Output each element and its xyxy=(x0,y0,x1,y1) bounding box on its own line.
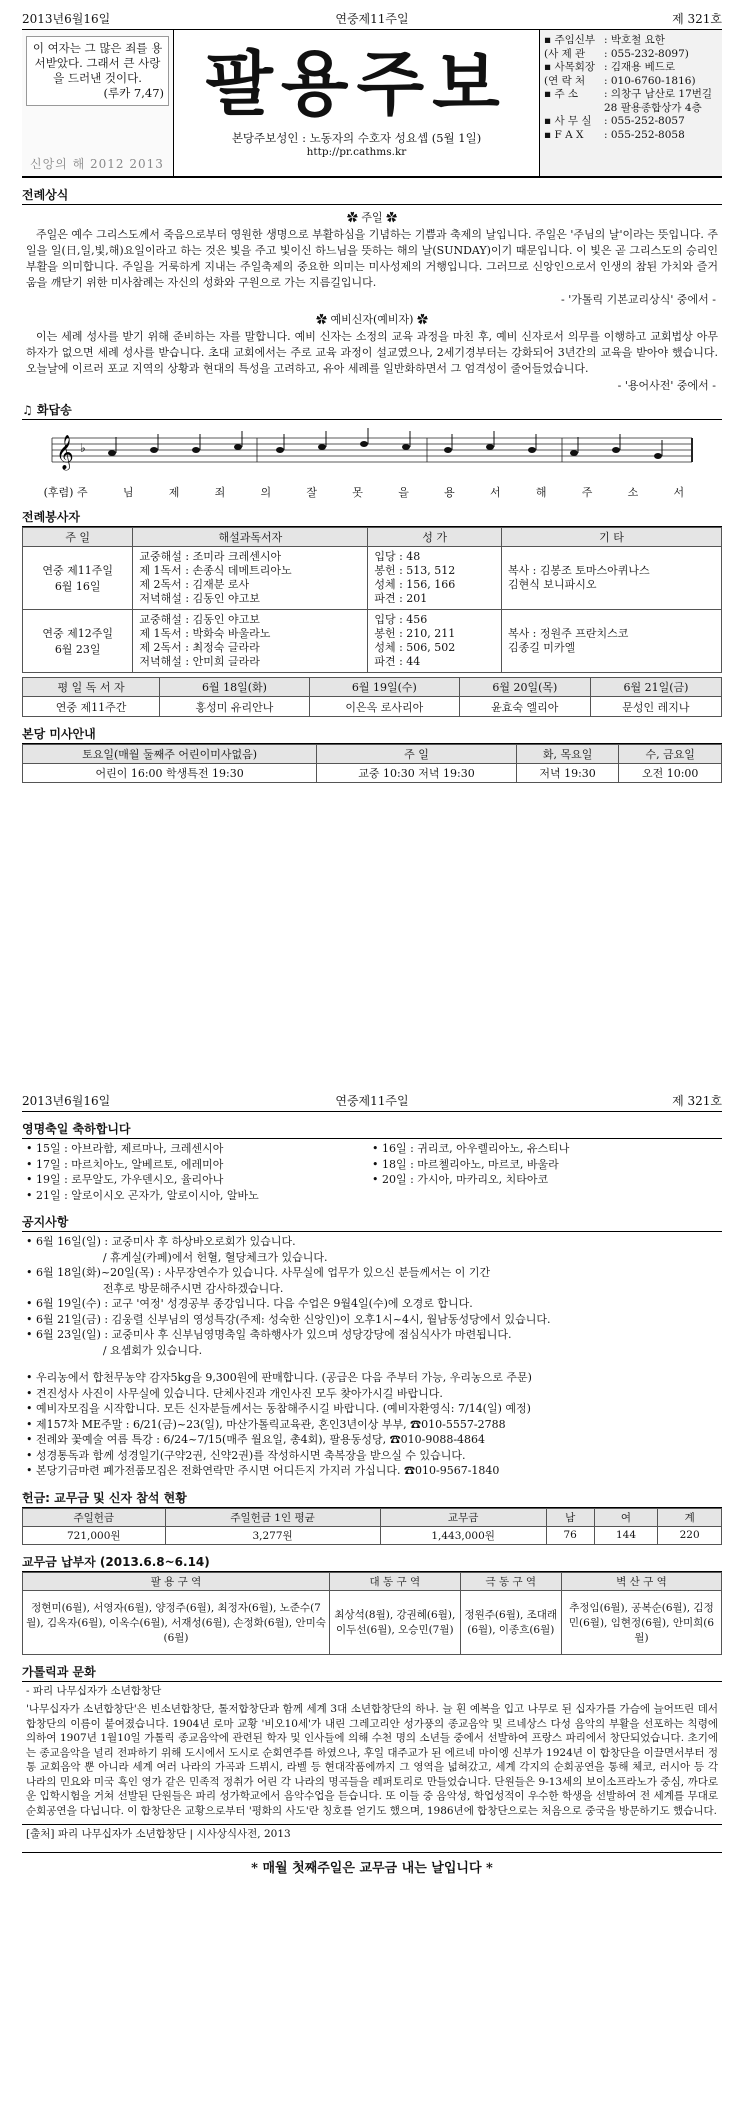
liturgical-sunday-2: 연중제11주일 xyxy=(335,1094,409,1108)
dues-heading: 교무금 납부자 (2013.6.8~6.14) xyxy=(22,1553,722,1572)
service-day xyxy=(23,547,133,610)
service-header: 해설과독서자 xyxy=(133,528,368,547)
role-line: 저녁해설 : 안미희 글라라 xyxy=(139,655,260,668)
info-row xyxy=(544,34,718,48)
feast-item: • 19일 : 로무알도, 가우덴시오, 율리아나 xyxy=(26,1173,224,1186)
service-day-line: 연중 제11주일 xyxy=(42,564,113,577)
hymn-line: 성체 : 506, 502 xyxy=(374,641,456,654)
chant-heading: ♫ 화답송 xyxy=(22,401,722,420)
info-key: ▪ 사목회장 xyxy=(544,61,596,73)
verse-reference: (루카 7,47) xyxy=(103,86,164,100)
verse-text: 이 여자는 그 많은 죄를 용서받았다. 그래서 큰 사랑을 드러낸 것이다. xyxy=(32,41,163,85)
feast-list xyxy=(22,1139,722,1205)
sunday-text: 주일은 예수 그리스도께서 죽음으로부터 영원한 생명으로 부활하심을 기념하는 기쁨과 축제의 날입니다. 주일은 '주님의 날'이라는 뜻입니다. 주일을 일(日,일,빛,해)요일이라고 하는 것은 빛을 주고 빛이신 하느님을 뜻하는 해의 날(SUNDAY)이기 때문입니다. 이 빛은 곧 그리스도의 승리인 부활을 의미합니다. 주일을 거룩하게 지내는 주일축제의 중요한 의미는 미사성제의 거행입니다. 그러므로 신앙인으로서 인생의 참된 가치와 즐거움을 깨닫기 위한 미사참례는 자신의 성화와 구원으로 가는 지름길입니다. xyxy=(26,228,718,289)
lyric-syllable: 주 xyxy=(581,486,593,499)
role-line: 교중해설 : 김동인 야고보 xyxy=(139,613,260,626)
culture-heading: 가톨릭과 문화 xyxy=(22,1663,722,1682)
info-row xyxy=(544,88,718,115)
dues-cell: 정원주(6월), 조대래(6월), 이종흐(6월) xyxy=(460,1590,561,1654)
weekday-header: 평 일 독 서 자 xyxy=(23,678,160,697)
weekday-cell: 연중 제11주간 xyxy=(23,697,160,717)
weekday-cell: 홍성미 유리안나 xyxy=(160,697,310,717)
fund-cell: 1,443,000원 xyxy=(380,1526,546,1544)
notice-list-2 xyxy=(22,1368,722,1481)
notice-item: • 성경통독과 함께 성경일기(구약2권, 신약2권)를 작성하시면 축복장을 받으실 수 있습니다. xyxy=(26,1448,466,1462)
title-box xyxy=(174,30,540,176)
service-row xyxy=(23,610,722,673)
service-roles xyxy=(133,610,368,673)
lyric-syllable: 잘 xyxy=(306,486,318,499)
music-note xyxy=(612,447,620,453)
service-header: 주 일 xyxy=(23,528,133,547)
info-key: ▪ 사 무 실 xyxy=(544,115,592,127)
notice-heading: 공지사항 xyxy=(22,1213,722,1232)
sunday-subtitle: ✿ 주일 ✿ xyxy=(346,211,398,224)
lyric-syllable: 제 xyxy=(168,486,180,499)
lyric-syllable: 용 xyxy=(444,486,455,499)
issue-date-2: 2013년6월16일 xyxy=(22,1094,111,1108)
info-row xyxy=(544,48,718,62)
notice-item: • 제157차 ME주말 : 6/21(금)~23(일), 마산가톨릭교육관, 혼인3년이상 부부, ☎010-5557-2788 xyxy=(26,1417,506,1431)
year-of-faith-logo: 신앙의 해 2012 2013 xyxy=(30,157,164,171)
fund-cell: 220 xyxy=(658,1526,722,1544)
info-value: : 055-252-8057 xyxy=(604,115,685,127)
lyric-syllable: 님 xyxy=(122,486,134,499)
music-note xyxy=(570,450,578,456)
fund-header: 주일헌금 xyxy=(23,1508,166,1526)
notice-item: • 6월 18일(화)~20일(목) : 사무장연수가 있습니다. 사무실에 업무가 있으신 분들께서는 이 기간 xyxy=(26,1266,491,1279)
weekday-cell: 윤효숙 엘리아 xyxy=(459,697,590,717)
service-hymns xyxy=(368,610,502,673)
feast-list-left xyxy=(26,1141,372,1203)
dues-table xyxy=(22,1572,722,1655)
notice-item: • 견진성사 사진이 사무실에 있습니다. 단체사진과 개인사진 모두 찾아가시길 바랍니다. xyxy=(26,1386,443,1400)
info-key: (사 제 관 xyxy=(544,47,586,60)
liturgy-heading: 전례상식 xyxy=(22,186,722,205)
music-note xyxy=(528,447,536,453)
fund-cell: 144 xyxy=(594,1526,658,1544)
role-line: 제 2독서 : 최정숙 글라라 xyxy=(139,641,260,654)
header-line xyxy=(22,8,722,30)
music-note xyxy=(234,444,242,450)
feast-item: • 18일 : 마르첼리아노, 마르코, 바울라 xyxy=(372,1157,559,1171)
weekday-header: 6월 20일(목) xyxy=(459,678,590,697)
role-line: 교중해설 : 조미라 크레센시아 xyxy=(139,550,282,563)
dues-cell: 추정임(6월), 공복순(6월), 김정민(6월), 임현정(6월), 안미희(6월) xyxy=(561,1590,721,1654)
hymn-line: 성체 : 156, 166 xyxy=(374,578,456,591)
mass-cell: 어린이 16:00 학생특전 19:30 xyxy=(23,764,317,783)
issue-date: 2013년6월16일 xyxy=(22,12,111,26)
etc-line: 복사 : 김봉조 토마스아퀴나스 xyxy=(507,564,650,577)
feast-item: • 15일 : 아브라함, 제르마나, 크레센시아 xyxy=(26,1142,224,1155)
music-note xyxy=(360,441,368,447)
fund-heading: 헌금: 교무금 및 신자 참석 현황 xyxy=(22,1489,722,1508)
hymn-line: 파견 : 201 xyxy=(374,592,428,605)
mass-schedule-table xyxy=(22,744,722,783)
etc-line: 복사 : 정원주 프란치스코 xyxy=(507,627,629,640)
lyric-syllable: 을 xyxy=(398,486,409,499)
lyric-syllable: 해 xyxy=(535,486,547,499)
fund-header: 여 xyxy=(594,1508,658,1526)
parish-url[interactable]: http://pr.cathms.kr xyxy=(306,146,407,158)
role-line: 저녁해설 : 김동인 야고보 xyxy=(139,592,260,605)
music-note xyxy=(108,450,116,456)
info-value: : 김재용 베드로 xyxy=(604,61,676,73)
mass-cell: 저녁 19:30 xyxy=(516,764,619,783)
weekday-cell: 이은옥 로사리아 xyxy=(309,697,459,717)
lyric-syllable: 서 xyxy=(489,486,501,499)
dues-cell: 정현미(6월), 서영자(6월), 양정주(6월), 최정자(6월), 노준수(7월), 김옥자(6월), 이옥수(6월), 서재성(6월), 손정화(6월), 안미숙(6월) xyxy=(23,1590,330,1654)
service-row xyxy=(23,547,722,610)
weekday-readers-table xyxy=(22,677,722,717)
sunday-source: - '가톨릭 기본교리상식' 중에서 - xyxy=(561,293,716,306)
lyric-syllable: 못 xyxy=(352,486,363,499)
role-line: 제 2독서 : 김재분 로사 xyxy=(139,578,250,591)
patron-saint: 본당주보성인 : 노동자의 수호자 성요셉 (5월 1일) xyxy=(231,131,482,145)
notice-item: / 요셉회가 있습니다. xyxy=(26,1343,203,1357)
notice-item: • 우리농에서 합천무농약 감자5kg을 9,300원에 판매합니다. (공급은 다음 주부터 가능, 우리농으로 주문) xyxy=(26,1371,532,1384)
service-day-line: 6월 23일 xyxy=(54,643,101,656)
info-key: ▪ 주 소 xyxy=(544,88,579,100)
notice-list xyxy=(22,1232,722,1360)
notice-item: • 6월 16일(일) : 교중미사 후 하상바오로회가 있습니다. xyxy=(26,1235,296,1248)
culture-text: '나무십자가 소년합창단'은 빈소년합창단, 톨저합창단과 함께 세계 3대 소년합창단의 하나. 늘 흰 예복을 입고 나무로 된 십자가를 가슴에 늘어뜨린 데서 합창단의 이름이 붙여졌습니다. 1904년 로마 교황 '비오10세'가 내린 그레고리안 성가풍의 종교음악 및 르네상스 다성 음악의 부활을 선포하는 칙령에 의하여 1907년 1월10일 가톨릭 종교음악에 관련된 학자 및 인사들에 의해 수천 명의 소년들 중에서 선발하여 프랑스 파리에서 창단되었습니다. 초기에는 종교음악을 널리 전파하기 위해 도시에서 도시로 순회연주를 하였으나, 후일 대주교가 된 에르네 마이엥 신부가 1924년 이 합창단을 이끌면서부터 정통 교회음악 뿐 아니라 세계 여러 나라의 가곡과 드뷔시, 라벨 등 현대작품에까지 그 영역을 넓혀갔고, 세계 각지의 순회공연을 통해 체코, 러시아 등 각 나라의 민요와 미국 흑인 영가 같은 민족적 정취가 어린 각 나라의 명곡들을 레퍼토리로 만들었습니다. 단원들은 9-13세의 보이소프라노가 중심, 까다로운 입학시험을 거쳐 선발된 단원들은 파리 성가학교에서 음악수업을 듣습니다. 또 이들 중 음악성, 학업성적이 우수한 학생을 선발하여 전 세계를 무대로 순회공연을 다닙니다. 이 합창단은 교황으로부터 '평화의 사도'란 칭호를 얻기도 했으며, 1986년에 합창단으로는 처음으로 중국을 방문하기도 했습니다. xyxy=(26,1703,718,1817)
hymn-line: 봉헌 : 210, 211 xyxy=(374,627,456,640)
mass-header: 토요일(매월 둘째주 어린이미사없음) xyxy=(23,745,317,764)
music-note xyxy=(192,447,200,453)
notice-item: / 휴게실(카페)에서 헌혈, 혈당체크가 있습니다. xyxy=(26,1250,328,1264)
info-value: : 의창구 남산로 17번길 28 팔용종합상가 4층 xyxy=(604,88,713,114)
weekday-header: 6월 19일(수) xyxy=(309,678,459,697)
notice-item: • 본당기금마련 폐가전품모집은 전화연락만 주시면 어디든지 가지러 가십니다. ☎010-9567-1840 xyxy=(26,1464,500,1477)
catechumen-text: 이는 세례 성사를 받기 위해 준비하는 자를 말합니다. 예비 신자는 소정의 교육 과정을 마친 후, 예비 신자로서 의무를 이행하고 교회법상 아무 하자가 없으면 세례 성사를 받습니다. 초대 교회에서는 주로 교육 과정이 설교였으나, 2세기경부터는 강화되어 3년간의 교육을 받아야 했습니다. 오늘날에 이르러 포교 지역의 상황과 현대의 특성을 고려하고, 유아 세례를 일반화하면서 그 엄격성이 줄어들었습니다. xyxy=(26,330,718,375)
feast-heading: 영명축일 축하합니다 xyxy=(22,1120,722,1139)
music-note xyxy=(654,453,662,459)
issue-number-2: 제 321호 xyxy=(672,1094,722,1108)
catechumen-subtitle: ✿ 예비신자(예비자) ✿ xyxy=(316,313,428,326)
liturgical-sunday: 연중제11주일 xyxy=(335,12,409,26)
svg-text:♭: ♭ xyxy=(80,441,86,455)
etc-line: 김현식 보니파시오 xyxy=(507,578,597,591)
fund-cell: 3,277원 xyxy=(165,1526,380,1544)
service-roles xyxy=(133,547,368,610)
info-value: : 박호철 요한 xyxy=(604,34,665,46)
music-note xyxy=(486,444,494,450)
music-staff xyxy=(42,424,702,480)
page-1 xyxy=(22,8,722,783)
masthead xyxy=(22,30,722,178)
info-value: : 055-252-8058 xyxy=(604,128,685,141)
service-header: 기 타 xyxy=(501,528,721,547)
fund-header: 남 xyxy=(546,1508,594,1526)
info-key: ▪ F A X xyxy=(544,128,584,141)
music-note xyxy=(444,447,452,453)
mass-header: 수, 금요일 xyxy=(619,745,722,764)
lyric-syllable: 죄 xyxy=(214,486,226,499)
role-line: 제 1독서 : 손종식 데메트리아노 xyxy=(139,564,292,577)
role-line: 제 1독서 : 박화숙 바울라노 xyxy=(139,627,271,640)
info-value: : 055-232-8097) xyxy=(604,47,689,60)
fund-cell: 721,000원 xyxy=(23,1526,166,1544)
notice-item: • 6월 19일(수) : 교구 '여정' 성경공부 종강입니다. 다음 수업은 9월4일(수)에 오경로 합니다. xyxy=(26,1297,473,1310)
hymn-line: 봉헌 : 513, 512 xyxy=(374,564,456,577)
svg-text:𝄞: 𝄞 xyxy=(56,435,74,470)
verse-box xyxy=(22,30,174,176)
info-value: : 010-6760-1816) xyxy=(604,74,696,87)
feast-item: • 16일 : 귀리코, 아우렐리아노, 유스티나 xyxy=(372,1142,570,1155)
etc-line: 김종길 미카엘 xyxy=(507,641,576,654)
mass-heading: 본당 미사안내 xyxy=(22,725,722,744)
culture-source: [출처] 파리 나무십자가 소년합창단 | 시사상식사전, 2013 xyxy=(22,1824,722,1844)
music-note xyxy=(318,444,326,450)
fund-header: 주일헌금 1인 평균 xyxy=(165,1508,380,1526)
service-etc xyxy=(501,610,721,673)
dues-cell: 최상석(8월), 강권혜(6월), 이두선(6월), 오승민(7월) xyxy=(330,1590,461,1654)
service-day-line: 6월 16일 xyxy=(54,580,101,593)
weekday-cell: 문성인 레지나 xyxy=(590,697,721,717)
mass-header: 주 일 xyxy=(317,745,517,764)
weekday-header: 6월 21일(금) xyxy=(590,678,721,697)
info-row xyxy=(544,129,718,143)
notice-item: • 예비자모집을 시작합니다. 모든 신자분들께서는 동참해주시길 바랍니다. (예비자환영식: 7/14(일) 예정) xyxy=(26,1402,531,1415)
music-note xyxy=(402,444,410,450)
parish-info xyxy=(540,30,722,176)
service-etc xyxy=(501,547,721,610)
chant-lyrics xyxy=(26,484,702,500)
notice-item: • 전례와 꽃예술 여름 특강 : 6/24~7/15(매주 월요일, 총4회), 팔용동성당, ☎010-9088-4864 xyxy=(26,1433,486,1446)
dues-header: 벽 산 구 역 xyxy=(561,1572,721,1590)
info-key: (연 락 처 xyxy=(544,74,586,87)
fund-table xyxy=(22,1508,722,1545)
footer-notice: * 매월 첫째주일은 교무금 내는 날입니다 * xyxy=(22,1852,722,1876)
info-key: ▪ 주임신부 xyxy=(544,34,596,46)
service-header: 성 가 xyxy=(368,528,502,547)
feast-item: • 21일 : 알로이시오 곤자가, 알로이시아, 알바노 xyxy=(26,1188,259,1202)
weekday-header: 6월 18일(화) xyxy=(160,678,310,697)
mass-cell: 교중 10:30 저녁 19:30 xyxy=(317,764,517,783)
mass-cell: 오전 10:00 xyxy=(619,764,722,783)
lyric-syllable: 의 xyxy=(260,486,272,499)
lyric-syllable: (후렴) 주 xyxy=(43,486,88,499)
service-day-line: 연중 제12주일 xyxy=(42,627,113,640)
mass-header: 화, 목요일 xyxy=(516,745,619,764)
notice-item: • 6월 23일(일) : 교중미사 후 신부님영명축일 축하행사가 있으며 성당강당에 점심식사가 마련됩니다. xyxy=(26,1328,512,1341)
dues-header: 극 동 구 역 xyxy=(460,1572,561,1590)
staff-notation xyxy=(42,424,702,480)
service-table xyxy=(22,527,722,673)
lyric-syllable: 서 xyxy=(673,486,685,499)
feast-list-right xyxy=(372,1141,718,1203)
page-2 xyxy=(22,1090,722,1876)
service-day xyxy=(23,610,133,673)
notice-item: 전후로 방문해주시면 감사하겠습니다. xyxy=(26,1281,284,1295)
header-line-2 xyxy=(22,1090,722,1112)
fund-header: 교무금 xyxy=(380,1508,546,1526)
fund-cell: 76 xyxy=(546,1526,594,1544)
staff-heading: 전례봉사자 xyxy=(22,508,722,527)
info-row xyxy=(544,61,718,75)
feast-item: • 20일 : 가시아, 마카리오, 치타아코 xyxy=(372,1173,549,1186)
verse-quote xyxy=(26,36,169,106)
bulletin-title: 팔용주보 xyxy=(205,43,508,125)
service-hymns xyxy=(368,547,502,610)
hymn-line: 입당 : 48 xyxy=(374,550,421,563)
lyric-syllable: 소 xyxy=(627,486,639,499)
notice-item: • 6월 21일(금) : 김웅렬 신부님의 영성특강(주제: 성숙한 신앙인)이 오후1시~4시, 월남동성당에서 있습니다. xyxy=(26,1312,551,1326)
info-row xyxy=(544,115,718,129)
music-note xyxy=(276,447,284,453)
catechumen-source: - '용어사전' 중에서 - xyxy=(617,379,716,392)
dues-header: 대 동 구 역 xyxy=(330,1572,461,1590)
fund-header: 계 xyxy=(658,1508,722,1526)
music-note xyxy=(150,447,158,453)
hymn-line: 파견 : 44 xyxy=(374,655,421,668)
hymn-line: 입당 : 456 xyxy=(374,613,428,626)
info-row xyxy=(544,75,718,89)
culture-subtitle: - 파리 나무십자가 소년합창단 xyxy=(26,1684,162,1697)
feast-item: • 17일 : 마르치아노, 알베르토, 에레미아 xyxy=(26,1157,224,1171)
dues-header: 팔 용 구 역 xyxy=(23,1572,330,1590)
issue-number: 제 321호 xyxy=(672,12,722,26)
